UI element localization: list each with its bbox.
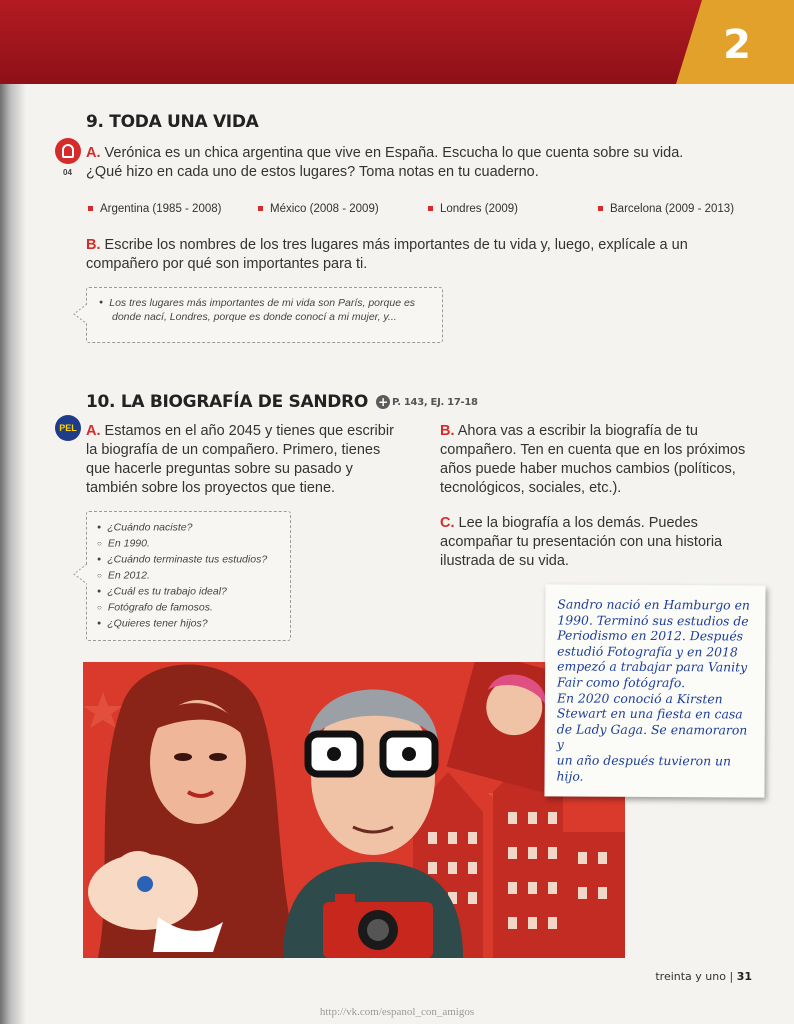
exercise-reference[interactable]: P. 143, EJ. 17-18 (392, 396, 478, 408)
header-bar (0, 0, 794, 84)
bullet-icon (598, 206, 603, 211)
biography-note-card (544, 584, 765, 797)
section-9-title: 9. TODA UNA VIDA (86, 112, 259, 132)
bubble-tail-icon (73, 304, 87, 324)
example-line: ● Los tres lugares más importantes de mi vida son París, porque es (99, 296, 432, 310)
bullet-icon (88, 206, 93, 211)
section-9-part-b: B. Escribe los nombres de los tres lugares más importantes de tu vida y, luego, explícale a un compañero por qué son importantes para ti. (86, 237, 688, 272)
bullet-icon (428, 206, 433, 211)
dialog-question: ● ¿Cuándo naciste? (97, 520, 282, 536)
section-10-title: 10. LA BIOGRAFÍA DE SANDRO + P. 143, EJ. 17-18 (86, 392, 478, 412)
dialog-answer: ○ Fotógrafo de famosos. (97, 600, 282, 616)
page-number: treinta y uno | 31 (655, 970, 752, 983)
section-10-part-c: C. Lee la biografía a los demás. Puedes acompañar tu presentación con una historia ilustrada de su vida. (440, 515, 723, 569)
section-9-part-a (86, 144, 736, 182)
dialog-answer: ○ En 2012. (97, 568, 282, 584)
bullet-icon (258, 206, 263, 211)
dialog-answer: ○ En 1990. (97, 536, 282, 552)
page-gutter-shadow (0, 0, 26, 1024)
part-a-line-2: ¿Qué hizo en cada uno de estos lugares? Toma notas en tu cuaderno. (86, 164, 539, 180)
section-10-part-b: B. Ahora vas a escribir la biografía de tu compañero. Ten en cuenta que en los próximos años puede haber muchos cambios (políticos, tecnológicos, sociales, etc.). (440, 423, 746, 496)
dialog-speech-bubble (86, 511, 291, 641)
example-line: donde nací, Londres, porque es donde conocí a mi mujer, y... (112, 311, 397, 324)
dialog-question: ● ¿Cuál es tu trabajo ideal? (97, 584, 282, 600)
audio-track-number: 04 (63, 168, 72, 177)
pel-portfolio-icon: PEL (55, 415, 81, 441)
sandro-illustration (83, 662, 625, 958)
place-item: Barcelona (2009 - 2013) (598, 203, 734, 215)
section-10-part-a: A. Estamos en el año 2045 y tienes que escribir la biografía de un compañero. Primero, tienes que hacerle preguntas sobre su pasado y también sobre los proyectos que tiene. (86, 423, 394, 496)
illustration-art (83, 662, 625, 958)
watermark-url: http://vk.com/espanol_con_amigos (319, 1006, 475, 1018)
chapter-number: 2 (723, 22, 751, 68)
part-a-line-1: Verónica es un chica argentina que vive en España. Escucha lo que cuenta sobre su vida. (104, 145, 684, 161)
audio-track-icon[interactable] (55, 138, 81, 164)
place-item: México (2008 - 2009) (258, 203, 379, 215)
place-item: Londres (2009) (428, 203, 518, 215)
dialog-question: ● ¿Cuándo terminaste tus estudios? (97, 552, 282, 568)
part-letter: A. (86, 145, 101, 161)
place-item: Argentina (1985 - 2008) (88, 203, 221, 215)
dialog-question: ● ¿Quieres tener hijos? (97, 616, 282, 632)
biography-note-text: Sandro nació en Hamburgo en 1990. Terminó sus estudios de Periodismo en 2012. Después estudió Fotografía y en 2018 empezó a trabajar para Vanity Fair como fotógrafo. En 2020 conoció a Kirsten Stewart en una fiesta en casa de Lady Gaga. Se enamoraron y un año después tuvieron un hijo. (556, 596, 750, 784)
bubble-tail-icon (73, 564, 87, 584)
example-speech-bubble (86, 287, 443, 343)
plus-icon: + (376, 395, 390, 409)
